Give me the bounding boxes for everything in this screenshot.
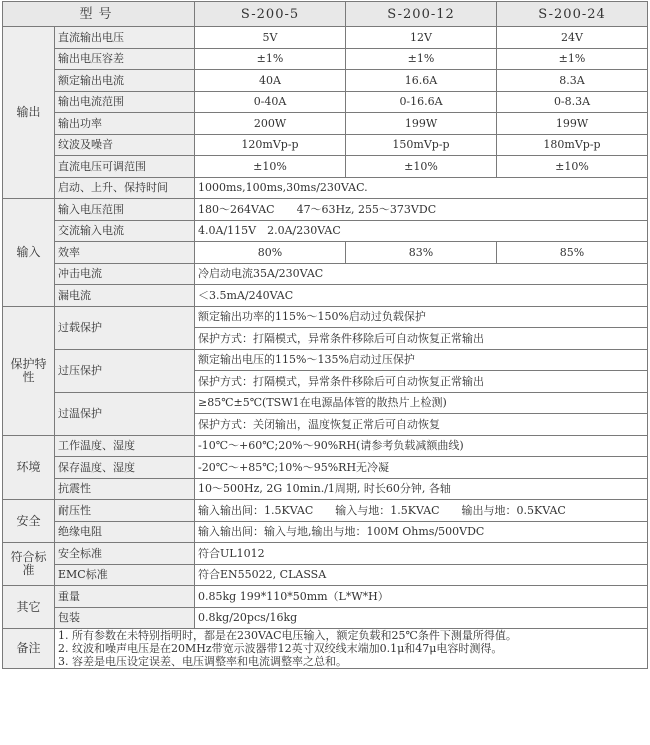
cell-value: 4.0A/115V 2.0A/230VAC bbox=[195, 220, 648, 242]
row-label: 绝缘电阻 bbox=[55, 521, 195, 543]
row-label: 漏电流 bbox=[55, 285, 195, 307]
cell-value: 输入输出间：1.5KVAC 输入与地：1.5KVAC 输出与地：0.5KVAC bbox=[195, 500, 648, 522]
row-label: 交流输入电流 bbox=[55, 220, 195, 242]
cell-value: 83% bbox=[346, 242, 497, 264]
table-row bbox=[3, 586, 648, 608]
cell-value: 输入输出间：输入与地,输出与地：100M Ohms/500VDC bbox=[195, 521, 648, 543]
row-label: 输出电流范围 bbox=[55, 91, 195, 113]
category-input: 输入 bbox=[3, 199, 55, 307]
row-label: 安全标准 bbox=[55, 543, 195, 565]
cell-value: 150mVp-p bbox=[346, 134, 497, 156]
cell-value: 180～264VAC 47～63Hz, 255～373VDC bbox=[195, 199, 648, 221]
table-row bbox=[3, 521, 648, 543]
cell-value: 0-16.6A bbox=[346, 91, 497, 113]
cell-value: 0-40A bbox=[195, 91, 346, 113]
model-3: S-200-24 bbox=[497, 2, 648, 27]
table-row bbox=[3, 564, 648, 586]
cell-value: ±1% bbox=[195, 48, 346, 70]
row-label: 过载保护 bbox=[55, 306, 195, 349]
row-label: 输出功率 bbox=[55, 113, 195, 135]
note-line-3: 3. 容差是电压设定误差、电压调整率和电流调整率之总和。 bbox=[58, 655, 347, 668]
cell-value: ±10% bbox=[497, 156, 648, 178]
model-2: S-200-12 bbox=[346, 2, 497, 27]
cell-value: ±10% bbox=[195, 156, 346, 178]
table-row bbox=[3, 220, 648, 242]
table-row bbox=[3, 543, 648, 565]
table-row bbox=[3, 349, 648, 371]
row-label: 耐压性 bbox=[55, 500, 195, 522]
cell-value: 保护方式：关闭输出，温度恢复正常后可自动恢复 bbox=[195, 414, 648, 436]
cell-value: ＜3.5mA/240VAC bbox=[195, 285, 648, 307]
cell-value: 保护方式：打隔模式，异常条件移除后可自动恢复正常输出 bbox=[195, 371, 648, 393]
table-row bbox=[3, 177, 648, 199]
cell-value: 0-8.3A bbox=[497, 91, 648, 113]
table-row bbox=[3, 285, 648, 307]
row-label: 输出电压容差 bbox=[55, 48, 195, 70]
model-1: S-200-5 bbox=[195, 2, 346, 27]
category-other: 其它 bbox=[3, 586, 55, 629]
category-output: 输出 bbox=[3, 27, 55, 199]
cell-value: 符合EN55022, CLASSA bbox=[195, 564, 648, 586]
cell-value: 0.85kg 199*110*50mm（L*W*H） bbox=[195, 586, 648, 608]
cell-value: 40A bbox=[195, 70, 346, 92]
row-label: 包装 bbox=[55, 607, 195, 629]
header-row bbox=[3, 2, 648, 27]
row-label: EMC标准 bbox=[55, 564, 195, 586]
spec-table bbox=[2, 1, 648, 669]
cell-value: 12V bbox=[346, 27, 497, 49]
category-notes: 备注 bbox=[3, 629, 55, 669]
row-label: 工作温度、湿度 bbox=[55, 435, 195, 457]
cell-value: 199W bbox=[346, 113, 497, 135]
row-label: 重量 bbox=[55, 586, 195, 608]
notes-cell bbox=[55, 629, 648, 669]
cell-value: 额定输出功率的115%～150%启动过负载保护 bbox=[195, 306, 648, 328]
row-label: 抗震性 bbox=[55, 478, 195, 500]
table-row bbox=[3, 27, 648, 49]
cell-value: ±1% bbox=[346, 48, 497, 70]
category-compliance: 符合标准 bbox=[3, 543, 55, 586]
cell-value: 24V bbox=[497, 27, 648, 49]
table-row bbox=[3, 199, 648, 221]
cell-value: 16.6A bbox=[346, 70, 497, 92]
cell-value: 1000ms,100ms,30ms/230VAC. bbox=[195, 177, 648, 199]
cell-value: 5V bbox=[195, 27, 346, 49]
cell-value: -20℃～+85℃;10%～95%RH无冷凝 bbox=[195, 457, 648, 479]
cell-value: 保护方式：打隔模式，异常条件移除后可自动恢复正常输出 bbox=[195, 328, 648, 350]
table-row bbox=[3, 156, 648, 178]
cell-value: 冷启动电流35A/230VAC bbox=[195, 263, 648, 285]
row-label: 纹波及噪音 bbox=[55, 134, 195, 156]
row-label: 直流电压可调范围 bbox=[55, 156, 195, 178]
cell-value: 额定输出电压的115%～135%启动过压保护 bbox=[195, 349, 648, 371]
cell-value: 85% bbox=[497, 242, 648, 264]
table-row bbox=[3, 306, 648, 328]
note-line-2: 2. 纹波和噪声电压是在20MHz带宽示波器带12英寸双绞线末端加0.1μ和47μ电容时测得。 bbox=[58, 642, 503, 655]
table-row bbox=[3, 457, 648, 479]
table-row bbox=[3, 478, 648, 500]
cell-value: 10～500Hz, 2G 10min./1周期, 时长60分钟, 各轴 bbox=[195, 478, 648, 500]
table-row bbox=[3, 500, 648, 522]
row-label: 保存温度、湿度 bbox=[55, 457, 195, 479]
category-environment: 环境 bbox=[3, 435, 55, 500]
row-label: 过温保护 bbox=[55, 392, 195, 435]
cell-value: 8.3A bbox=[497, 70, 648, 92]
cell-value: 0.8kg/20pcs/16kg bbox=[195, 607, 648, 629]
table-row bbox=[3, 607, 648, 629]
row-label: 过压保护 bbox=[55, 349, 195, 392]
row-label: 效率 bbox=[55, 242, 195, 264]
note-line-1: 1. 所有参数在未特别指明时，都是在230VAC电压输入，额定负载和25℃条件下测量所得值。 bbox=[58, 629, 517, 642]
table-row bbox=[3, 48, 648, 70]
cell-value: 180mVp-p bbox=[497, 134, 648, 156]
table-row bbox=[3, 392, 648, 414]
cell-value: ±10% bbox=[346, 156, 497, 178]
cell-value: 199W bbox=[497, 113, 648, 135]
notes-row bbox=[3, 629, 648, 669]
cell-value: 80% bbox=[195, 242, 346, 264]
model-label: 型号 bbox=[3, 2, 195, 27]
table-row bbox=[3, 242, 648, 264]
table-row bbox=[3, 435, 648, 457]
row-label: 直流输出电压 bbox=[55, 27, 195, 49]
table-row bbox=[3, 263, 648, 285]
row-label: 启动、上升、保持时间 bbox=[55, 177, 195, 199]
cell-value: -10℃～+60℃;20%～90%RH(请参考负载减额曲线) bbox=[195, 435, 648, 457]
category-safety: 安全 bbox=[3, 500, 55, 543]
row-label: 冲击电流 bbox=[55, 263, 195, 285]
cell-value: ≥85℃±5℃(TSW1在电源晶体管的散热片上检测) bbox=[195, 392, 648, 414]
row-label: 输入电压范围 bbox=[55, 199, 195, 221]
cell-value: ±1% bbox=[497, 48, 648, 70]
table-row bbox=[3, 91, 648, 113]
cell-value: 120mVp-p bbox=[195, 134, 346, 156]
table-row bbox=[3, 113, 648, 135]
cell-value: 符合UL1012 bbox=[195, 543, 648, 565]
table-row bbox=[3, 134, 648, 156]
row-label: 额定输出电流 bbox=[55, 70, 195, 92]
category-protection: 保护特性 bbox=[3, 306, 55, 435]
cell-value: 200W bbox=[195, 113, 346, 135]
table-row bbox=[3, 70, 648, 92]
